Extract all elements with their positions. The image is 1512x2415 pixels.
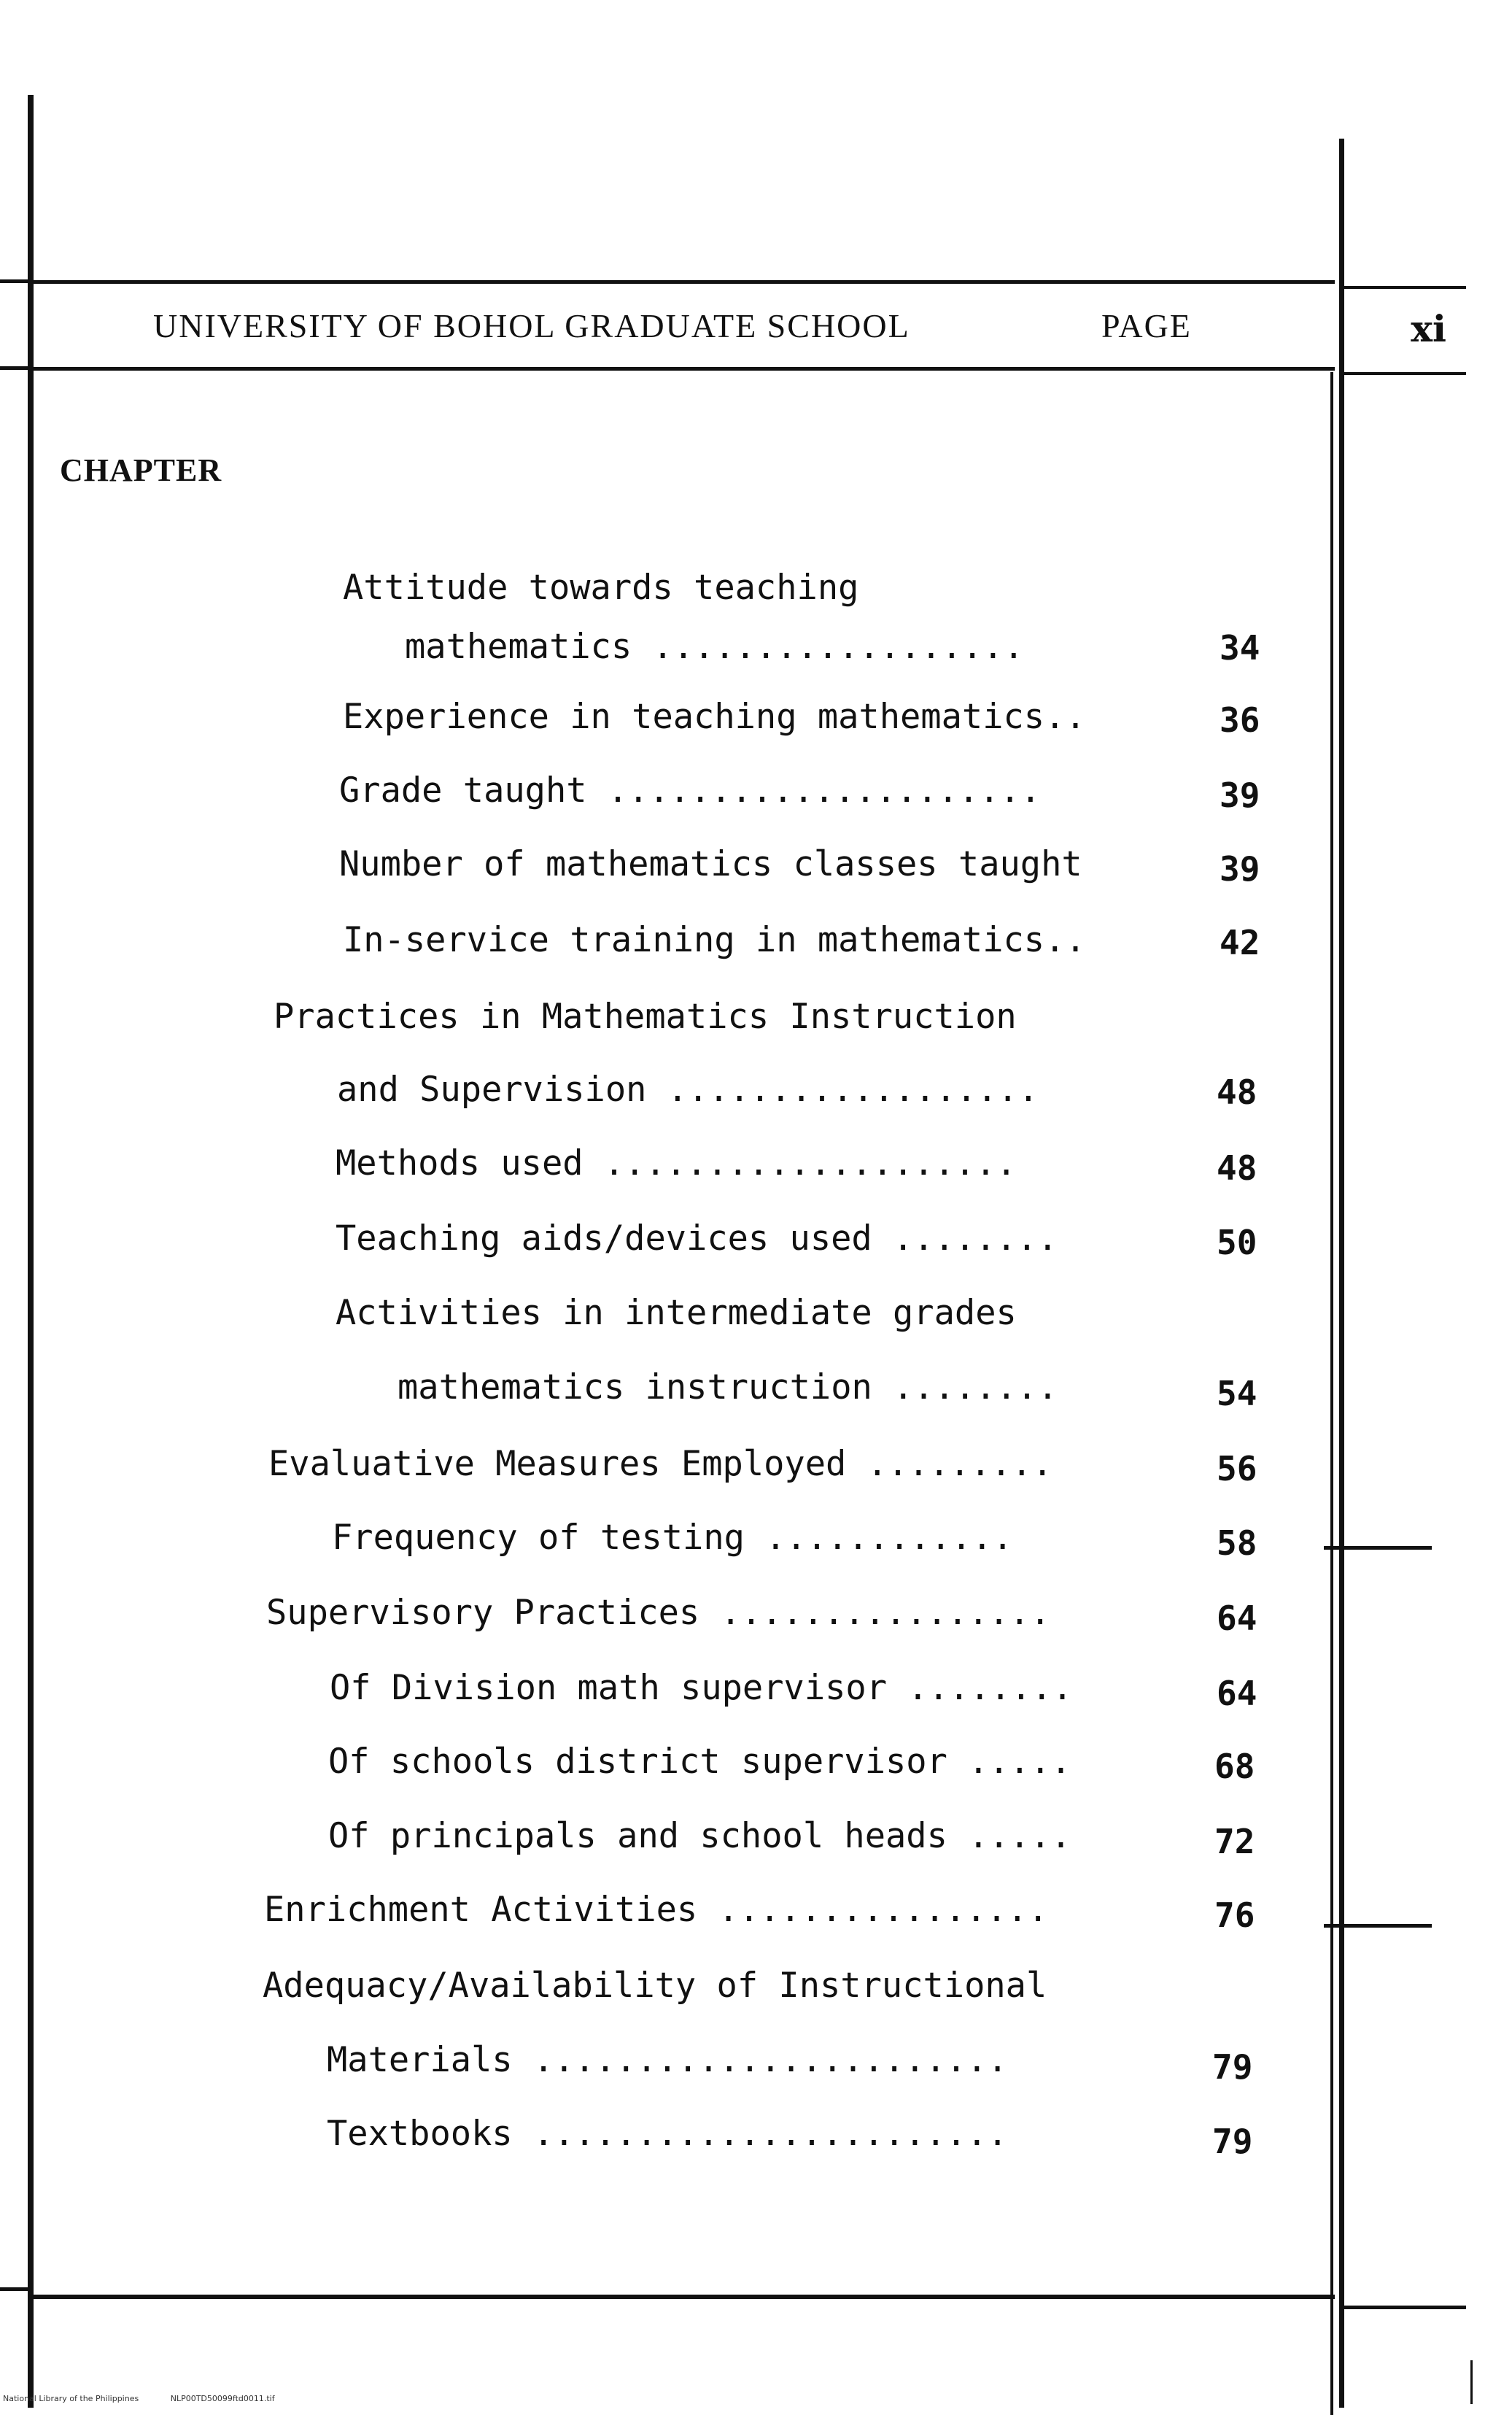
toc-entry xyxy=(398,1362,1058,1413)
toc-page-number: 79 xyxy=(1212,2047,1253,2087)
toc-entry-text: Adequacy/Availability of Instructional xyxy=(263,1966,1047,2006)
toc-page-number: 48 xyxy=(1217,1148,1257,1188)
toc-entry-text: mathematics .................. xyxy=(405,627,1024,667)
toc-entry xyxy=(339,765,1041,816)
toc-entry xyxy=(327,2035,1008,2086)
header-page-label: PAGE xyxy=(1101,307,1192,344)
toc-entry-text: Enrichment Activities ................ xyxy=(264,1890,1049,1930)
toc-entry xyxy=(405,622,1024,673)
left-edge-tick-top xyxy=(0,279,29,283)
toc-entry-text: Of principals and school heads ..... xyxy=(328,1816,1071,1856)
toc-entry xyxy=(343,563,858,614)
bottom-side-rule xyxy=(1342,2306,1466,2309)
toc-entry-text: Activities in intermediate grades xyxy=(336,1293,1017,1333)
toc-page-number: 56 xyxy=(1217,1449,1257,1488)
toc-page-number: 58 xyxy=(1217,1523,1257,1563)
toc-entry-text: Number of mathematics classes taught xyxy=(339,844,1082,884)
toc-page-number: 68 xyxy=(1214,1747,1255,1786)
toc-entry-text: Supervisory Practices ................ xyxy=(266,1593,1051,1633)
toc-entry xyxy=(274,992,1017,1043)
toc-entry-text: Materials ....................... xyxy=(327,2040,1008,2080)
toc-entry xyxy=(343,692,1086,743)
right-margin-line xyxy=(1339,139,1344,2408)
toc-page-number: 54 xyxy=(1217,1374,1257,1413)
chapter-label: CHAPTER xyxy=(60,452,222,488)
toc-entry xyxy=(330,1663,1073,1714)
side-marker-2 xyxy=(1324,1924,1432,1928)
toc-entry xyxy=(327,2109,1008,2160)
toc-entry-text: Attitude towards teaching xyxy=(343,568,859,608)
toc-entry xyxy=(328,1736,1071,1788)
toc-page-number: 39 xyxy=(1220,776,1260,815)
toc-entry xyxy=(343,915,1086,966)
right-edge-mark-bottom xyxy=(1470,2360,1473,2404)
toc-entry xyxy=(337,1064,1039,1116)
toc-entry xyxy=(268,1439,1052,1490)
toc-entry-text: Teaching aids/devices used ........ xyxy=(336,1218,1058,1259)
header-side-rule-top xyxy=(1342,286,1466,289)
toc-page-number: 42 xyxy=(1220,923,1260,962)
toc-page-number: 50 xyxy=(1217,1223,1257,1262)
toc-entry-text: and Supervision .................. xyxy=(337,1070,1039,1110)
toc-entry-text: mathematics instruction ........ xyxy=(398,1367,1058,1407)
header-top-rule xyxy=(29,280,1335,284)
inner-right-line xyxy=(1330,372,1333,2415)
toc-entry-text: Practices in Mathematics Instruction xyxy=(274,997,1017,1037)
toc-entry-text: Evaluative Measures Employed ......... xyxy=(268,1444,1053,1484)
toc-entry xyxy=(263,1960,1047,2012)
toc-page-number: 48 xyxy=(1217,1073,1257,1112)
toc-page-number: 34 xyxy=(1220,628,1260,668)
bottom-rule xyxy=(29,2295,1335,2299)
toc-entry xyxy=(264,1885,1048,1936)
toc-page-number: 72 xyxy=(1214,1822,1255,1861)
toc-entry-text: Experience in teaching mathematics.. xyxy=(343,697,1086,737)
toc-entry xyxy=(328,1811,1071,1862)
toc-entry xyxy=(336,1213,1058,1264)
left-edge-tick-mid xyxy=(0,366,29,370)
toc-entry-text: Frequency of testing ............ xyxy=(332,1518,1013,1558)
toc-page-number: 64 xyxy=(1217,1674,1257,1713)
toc-page-number: 39 xyxy=(1220,849,1260,889)
side-marker-1 xyxy=(1324,1546,1432,1550)
footer-library: National Library of the Philippines xyxy=(3,2394,139,2403)
toc-entry-text: Grade taught ..................... xyxy=(339,770,1042,811)
toc-entry-text: Of Division math supervisor ........ xyxy=(330,1668,1073,1708)
left-edge-tick-bottom xyxy=(0,2287,29,2291)
footer-file: NLP00TD50099ftd0011.tif xyxy=(170,2394,275,2403)
header-title: UNIVERSITY OF BOHOL GRADUATE SCHOOL xyxy=(153,307,910,344)
header-side-rule-bottom xyxy=(1342,372,1466,375)
header-bottom-rule xyxy=(29,367,1335,371)
toc-entry-text: Methods used .................... xyxy=(336,1143,1017,1183)
toc-entry xyxy=(339,839,1082,890)
toc-entry xyxy=(336,1288,1017,1339)
toc-page-number: 36 xyxy=(1220,700,1260,740)
toc-entry xyxy=(332,1512,1013,1564)
toc-page-number: 64 xyxy=(1217,1599,1257,1638)
toc-entry xyxy=(336,1138,1017,1189)
toc-entry xyxy=(266,1588,1050,1639)
toc-entry-text: Of schools district supervisor ..... xyxy=(328,1742,1071,1782)
left-margin-line xyxy=(28,95,34,2408)
toc-entry-text: In-service training in mathematics.. xyxy=(343,920,1086,960)
header-page-number: xi xyxy=(1411,307,1446,350)
toc-page-number: 79 xyxy=(1212,2122,1253,2161)
toc-entry-text: Textbooks ....................... xyxy=(327,2114,1008,2154)
toc-page-number: 76 xyxy=(1214,1896,1255,1935)
scan-footer xyxy=(3,2393,304,2405)
